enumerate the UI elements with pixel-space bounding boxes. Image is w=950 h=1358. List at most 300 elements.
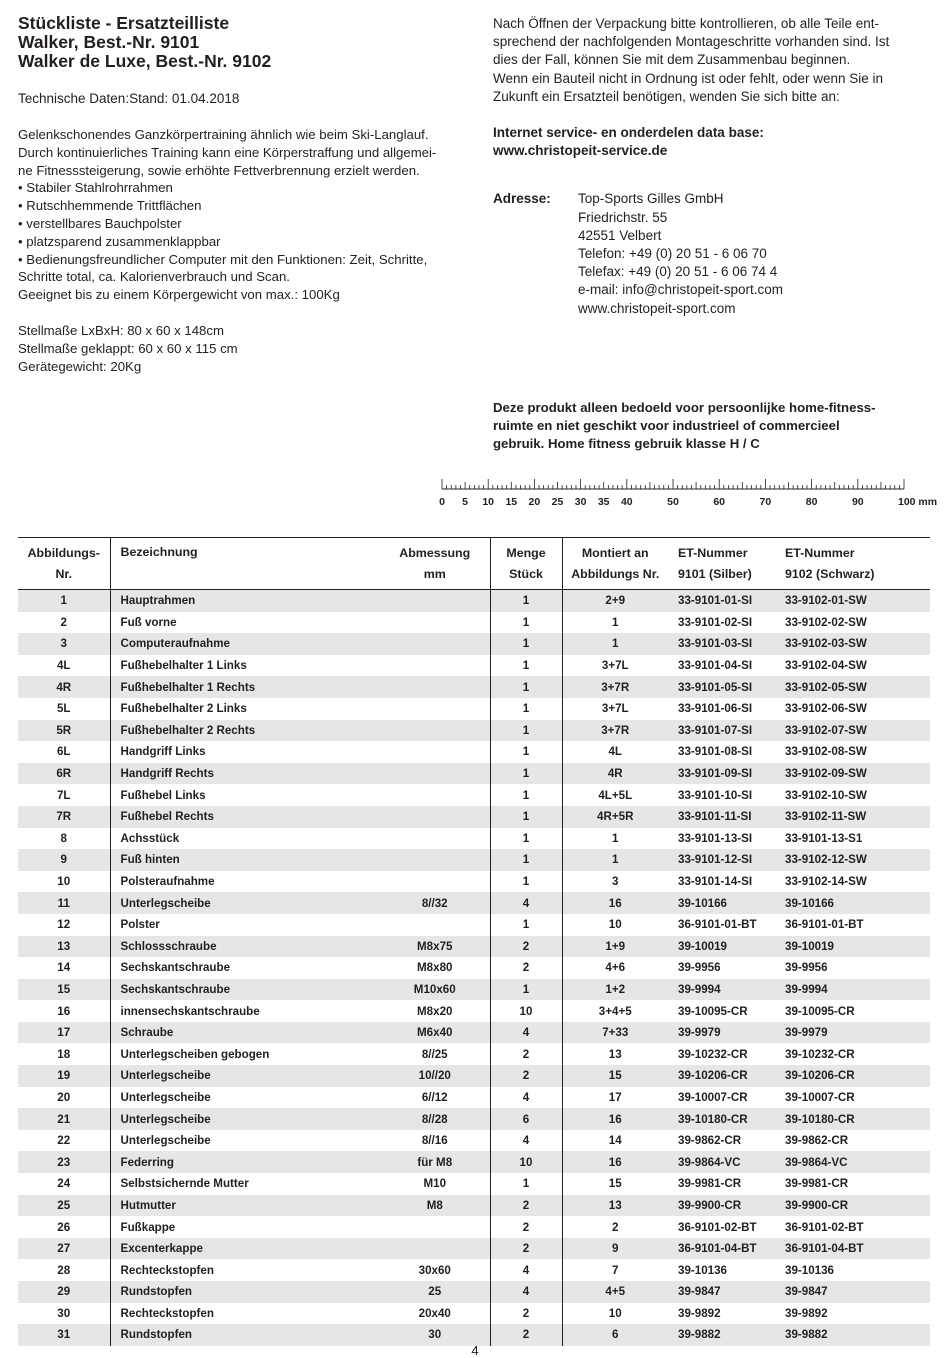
cell-et-number-silver: 36-9101-01-BT	[678, 918, 757, 932]
document-title	[18, 14, 468, 71]
table-row	[18, 1259, 930, 1281]
cell-dimension	[380, 1238, 490, 1260]
page-number: 4	[471, 1343, 479, 1358]
cell-description: Hutmutter	[110, 1195, 380, 1217]
cell-description: Selbstsichernde Mutter	[120, 1177, 249, 1191]
cell-figure-no: 10	[18, 871, 110, 893]
cell-figure-no: 25	[18, 1195, 110, 1217]
cell-quantity: 1	[490, 806, 562, 828]
column-header-quantity: Menge Stück	[490, 538, 562, 590]
cell-et-number-black: 33-9102-12-SW	[775, 849, 930, 871]
notice-line: Deze produkt alleen bedoeld voor persoonlijke home-fitness-	[493, 400, 876, 415]
cell-dimension	[380, 633, 490, 655]
cell-quantity: 4	[490, 892, 562, 914]
cell-quantity: 4	[490, 1259, 562, 1281]
cell-et-number-black: 33-9102-14-SW	[785, 875, 867, 889]
cell-quantity: 1	[490, 763, 562, 785]
cell-description: innensechskantschraube	[120, 1004, 260, 1018]
ruler-label: 80	[805, 496, 818, 508]
table-body	[18, 590, 930, 1346]
parts-table	[18, 537, 930, 1346]
cell-et-number-silver: 33-9101-14-SI	[678, 875, 753, 889]
cell-description: Computeraufnahme	[110, 633, 380, 655]
cell-et-number-silver: 39-9900-CR	[668, 1195, 775, 1217]
title-line: Stückliste - Ersatzteilliste	[18, 13, 230, 33]
cell-et-number-silver: 39-9882	[668, 1324, 775, 1346]
cell-dimension: M6x40	[380, 1022, 490, 1044]
cell-quantity: 2	[490, 1216, 562, 1238]
cell-quantity: 1	[490, 676, 562, 698]
cell-quantity: 6	[490, 1108, 562, 1130]
intro-text	[493, 15, 938, 106]
email-link[interactable]: e-mail: info@christopeit-sport.com	[578, 282, 784, 298]
cell-et-number-black: 39-9892	[785, 1306, 828, 1320]
cell-quantity: 1	[490, 633, 562, 655]
spec-line: Stellmaße geklappt: 60 x 60 x 115 cm	[18, 340, 238, 356]
cell-et-number-black: 33-9102-07-SW	[775, 720, 930, 742]
cell-description: Handgriff Links	[120, 745, 206, 759]
cell-mounted-on: 4L+5L	[598, 788, 633, 802]
table-row	[18, 914, 930, 936]
cell-figure-no: 4L	[18, 655, 110, 677]
cell-et-number-silver: 39-10007-CR	[678, 1090, 748, 1104]
cell-et-number-silver: 33-9101-05-SI	[668, 676, 775, 698]
cell-quantity: 1	[490, 720, 562, 742]
cell-et-number-silver: 39-10206-CR	[668, 1065, 775, 1087]
cell-et-number-black: 39-9994	[775, 979, 930, 1001]
cell-quantity: 2	[490, 957, 562, 979]
cell-mounted-on: 1	[562, 849, 668, 871]
feature-bullet: • Bedienungsfreundlicher Computer mit den Funktionen: Zeit, Schritte,	[18, 251, 428, 267]
table-row	[18, 806, 930, 828]
cell-mounted-on: 14	[608, 1134, 622, 1148]
cell-quantity: 1	[490, 871, 562, 893]
cell-dimension	[380, 1216, 490, 1238]
cell-mounted-on: 7	[612, 1263, 619, 1277]
table-row	[18, 1238, 930, 1260]
cell-quantity: 1	[490, 979, 562, 1001]
cell-description: Unterlegscheibe	[120, 1134, 211, 1148]
column-header-description: Bezeichnung	[110, 538, 380, 590]
feature-bullet: • Rutschhemmende Trittflächen	[18, 198, 202, 214]
database-link[interactable]: www.christopeit-service.de	[493, 143, 668, 159]
cell-mounted-on: 10	[608, 918, 622, 932]
cell-mounted-on: 3+7R	[562, 676, 668, 698]
cell-mounted-on: 15	[562, 1065, 668, 1087]
feature-bullet: • verstellbares Bauchpolster	[18, 215, 182, 231]
cell-et-number-silver: 39-9994	[668, 979, 775, 1001]
cell-dimension	[380, 590, 490, 612]
cell-figure-no: 18	[18, 1043, 110, 1065]
cell-dimension: 30x60	[380, 1259, 490, 1281]
cell-quantity: 1	[490, 741, 562, 763]
cell-et-number-black: 33-9102-02-SW	[785, 615, 867, 629]
column-header-et-number-silver: ET-Nummer 9101 (Silber)	[668, 538, 775, 590]
table-row	[18, 1087, 930, 1109]
cell-et-number-silver: 39-9981-CR	[678, 1177, 742, 1191]
table-row	[18, 1195, 930, 1217]
cell-description: Polsteraufnahme	[120, 875, 215, 889]
company-name: Top-Sports Gilles GmbH	[578, 191, 724, 207]
cell-figure-no: 11	[18, 892, 110, 914]
cell-description: Unterlegscheibe	[110, 1108, 380, 1130]
table-row	[18, 849, 930, 871]
cell-figure-no: 3	[18, 633, 110, 655]
cell-et-number-black: 36-9101-01-BT	[785, 918, 864, 932]
database-label: Internet service- en onderdelen data base:	[493, 125, 764, 141]
cell-figure-no: 5R	[18, 720, 110, 742]
cell-dimension	[380, 849, 490, 871]
cell-dimension	[380, 806, 490, 828]
address-label: Adresse:	[493, 191, 551, 207]
ruler-label: 50	[667, 496, 679, 508]
description-line: Schritte total, ca. Kalorienverbrauch und Scan.	[18, 269, 290, 285]
product-description	[18, 126, 468, 304]
cell-quantity: 2	[490, 936, 562, 958]
cell-dimension	[380, 612, 490, 634]
cell-figure-no: 13	[18, 936, 110, 958]
ruler-label: 60	[713, 496, 726, 508]
cell-quantity: 4	[490, 1281, 562, 1303]
cell-et-number-silver: 39-9862-CR	[678, 1134, 742, 1148]
cell-mounted-on: 17	[608, 1090, 622, 1104]
cell-figure-no: 1	[18, 590, 110, 612]
cell-dimension: 20x40	[380, 1303, 490, 1325]
cell-et-number-black: 39-9900-CR	[775, 1195, 930, 1217]
cell-quantity: 2	[490, 1303, 562, 1325]
cell-dimension: 8//28	[380, 1108, 490, 1130]
cell-figure-no: 20	[18, 1087, 110, 1109]
cell-figure-no: 31	[18, 1324, 110, 1346]
table-row	[18, 1130, 930, 1152]
cell-description: Fußhebelhalter 2 Rechts	[110, 720, 380, 742]
cell-et-number-black: 33-9102-09-SW	[775, 763, 930, 785]
table-row	[18, 1065, 930, 1087]
cell-dimension	[380, 871, 490, 893]
cell-mounted-on: 2	[612, 1220, 619, 1234]
cell-et-number-silver: 39-10019	[668, 936, 775, 958]
table-row	[18, 1151, 930, 1173]
cell-et-number-silver: 39-9956	[678, 961, 721, 975]
title-line: Walker, Best.-Nr. 9101	[18, 32, 200, 52]
cell-quantity: 4	[490, 1130, 562, 1152]
cell-dimension: 10//20	[380, 1065, 490, 1087]
table-row	[18, 1000, 930, 1022]
cell-figure-no: 8	[18, 828, 110, 850]
cell-et-number-black: 39-10007-CR	[785, 1090, 855, 1104]
right-column	[493, 15, 938, 318]
cell-mounted-on: 3+7L	[601, 659, 629, 673]
cell-quantity: 1	[490, 698, 562, 720]
ruler-label: 70	[759, 496, 772, 508]
table-row	[18, 828, 930, 850]
description-line: Gelenkschonendes Ganzkörpertraining ähnlich wie beim Ski-Langlauf.	[18, 127, 429, 142]
feature-bullet: • platzsparend zusammenklappbar	[18, 233, 221, 249]
intro-line: Zukunft ein Ersatzteil benötigen, wenden Sie sich bitte an:	[493, 88, 840, 104]
column-header-et-number-black: ET-Nummer 9102 (Schwarz)	[775, 538, 930, 590]
service-database	[493, 124, 938, 160]
cell-et-number-black: 33-9102-05-SW	[775, 676, 930, 698]
table-row	[18, 1216, 930, 1238]
cell-et-number-black: 39-9979	[775, 1022, 930, 1044]
cell-dimension	[380, 914, 490, 936]
cell-mounted-on: 3+4+5	[598, 1004, 632, 1018]
ruler-label: 35	[597, 496, 610, 508]
cell-description: Fußhebel Links	[120, 788, 206, 802]
cell-et-number-silver: 33-9101-06-SI	[678, 702, 753, 716]
cell-dimension: M8x80	[380, 957, 490, 979]
cell-quantity: 4	[490, 1087, 562, 1109]
cell-description: Polster	[120, 918, 160, 932]
cell-dimension	[380, 720, 490, 742]
cell-mounted-on: 13	[608, 1047, 622, 1061]
cell-et-number-black: 39-9956	[785, 961, 828, 975]
cell-et-number-black: 39-9864-VC	[775, 1151, 930, 1173]
cell-quantity: 1	[490, 784, 562, 806]
cell-description: Fußhebel Rechts	[110, 806, 380, 828]
cell-figure-no: 2	[18, 612, 110, 634]
cell-quantity: 1	[490, 612, 562, 634]
cell-et-number-silver: 33-9101-10-SI	[678, 788, 753, 802]
cell-et-number-black: 39-10166	[775, 892, 930, 914]
cell-description: Fuß hinten	[110, 849, 380, 871]
cell-et-number-silver: 39-10232-CR	[678, 1047, 748, 1061]
cell-quantity: 1	[490, 590, 562, 612]
intro-line: Nach Öffnen der Verpackung bitte kontrollieren, ob alle Teile ent-	[493, 16, 879, 31]
cell-description: Rundstopfen	[110, 1281, 380, 1303]
cell-mounted-on: 9	[562, 1238, 668, 1260]
table-header-row	[18, 538, 930, 590]
cell-et-number-silver: 33-9101-07-SI	[668, 720, 775, 742]
table-row	[18, 871, 930, 893]
cell-figure-no: 9	[18, 849, 110, 871]
cell-et-number-silver: 33-9101-08-SI	[678, 745, 753, 759]
cell-mounted-on: 16	[562, 892, 668, 914]
address-block	[493, 190, 938, 317]
cell-dimension: M10x60	[380, 979, 490, 1001]
cell-et-number-black: 39-10095-CR	[785, 1004, 855, 1018]
cell-quantity: 1	[490, 914, 562, 936]
cell-dimension: M8x75	[380, 936, 490, 958]
cell-et-number-black: 33-9102-11-SW	[775, 806, 930, 828]
cell-description: Unterlegscheiben gebogen	[120, 1047, 270, 1061]
cell-description: Federring	[110, 1151, 380, 1173]
cell-et-number-black: 39-10206-CR	[775, 1065, 930, 1087]
cell-figure-no: 12	[18, 914, 110, 936]
cell-mounted-on: 7+33	[562, 1022, 668, 1044]
cell-et-number-silver: 33-9101-02-SI	[678, 615, 753, 629]
cell-et-number-black: 39-10136	[785, 1263, 834, 1277]
cell-mounted-on: 4R	[562, 763, 668, 785]
cell-description: Fußhebelhalter 2 Links	[120, 702, 247, 716]
spec-line: Gerätegewicht: 20Kg	[18, 358, 142, 374]
table-row	[18, 1303, 930, 1325]
cell-et-number-black: 33-9102-01-SW	[775, 590, 930, 612]
ruler-label: 10	[482, 496, 495, 508]
cell-et-number-silver: 39-10166	[668, 892, 775, 914]
table-row	[18, 633, 930, 655]
cell-et-number-black: 36-9101-02-BT	[785, 1220, 864, 1234]
cell-description: Unterlegscheibe	[110, 1065, 380, 1087]
cell-et-number-silver: 33-9101-04-SI	[678, 659, 753, 673]
cell-quantity: 2	[490, 1324, 562, 1346]
website-link[interactable]: www.christopeit-sport.com	[578, 300, 736, 316]
ruler-label: 25	[551, 496, 564, 508]
cell-quantity: 2	[490, 1195, 562, 1217]
cell-et-number-silver: 33-9101-11-SI	[668, 806, 775, 828]
cell-quantity: 10	[490, 1151, 562, 1173]
table-row	[18, 741, 930, 763]
table-row	[18, 1108, 930, 1130]
cell-et-number-silver: 33-9101-12-SI	[668, 849, 775, 871]
cell-quantity: 10	[490, 1000, 562, 1022]
notice-line: gebruik. Home fitness gebruik klasse H / C	[493, 436, 760, 452]
spec-line: Stellmaße LxBxH: 80 x 60 x 148cm	[18, 322, 224, 338]
cell-et-number-black: 33-9102-06-SW	[785, 702, 867, 716]
cell-mounted-on: 6	[562, 1324, 668, 1346]
cell-quantity: 4	[490, 1022, 562, 1044]
ruler-label: 15	[505, 496, 518, 508]
dimensions	[18, 322, 468, 375]
feature-bullet: • Stabiler Stahlrohrrahmen	[18, 180, 173, 196]
cell-description: Rundstopfen	[110, 1324, 380, 1346]
cell-dimension	[380, 784, 490, 806]
cell-et-number-black: 39-10180-CR	[775, 1108, 930, 1130]
street: Friedrichstr. 55	[578, 209, 668, 225]
cell-dimension	[380, 676, 490, 698]
cell-quantity: 2	[490, 1043, 562, 1065]
table-row	[18, 698, 930, 720]
cell-et-number-silver: 39-10095-CR	[678, 1004, 748, 1018]
ruler-label: 0	[439, 496, 445, 508]
cell-description: Schlossschraube	[110, 936, 380, 958]
cell-description: Sechskantschraube	[110, 979, 380, 1001]
cell-figure-no: 7R	[18, 806, 110, 828]
cell-mounted-on: 1+2	[562, 979, 668, 1001]
ruler-label: 5	[462, 496, 469, 508]
cell-mounted-on: 4+5	[562, 1281, 668, 1303]
cell-description: Rechteckstopfen	[120, 1263, 214, 1277]
cell-et-number-black: 36-9101-04-BT	[775, 1238, 930, 1260]
fax: Telefax: +49 (0) 20 51 - 6 06 74 4	[578, 264, 778, 280]
cell-figure-no: 27	[18, 1238, 110, 1260]
table-row	[18, 655, 930, 677]
cell-dimension	[380, 698, 490, 720]
cell-description: Fußhebelhalter 1 Links	[120, 659, 247, 673]
cell-et-number-silver: 33-9101-03-SI	[668, 633, 775, 655]
table-row	[18, 784, 930, 806]
cell-mounted-on: 16	[562, 1108, 668, 1130]
cell-dimension: 6//12	[380, 1087, 490, 1109]
ruler-label: 30	[574, 496, 587, 508]
intro-line: Wenn ein Bauteil nicht in Ordnung ist oder fehlt, oder wenn Sie in	[493, 70, 883, 86]
intro-line: sprechend der nachfolgenden Montageschritte vorhanden sind. Ist	[493, 34, 890, 50]
table-row	[18, 720, 930, 742]
cell-et-number-silver: 36-9101-04-BT	[668, 1238, 775, 1260]
cell-dimension: 8//16	[380, 1130, 490, 1152]
cell-et-number-silver: 39-10180-CR	[668, 1108, 775, 1130]
cell-figure-no: 16	[18, 1000, 110, 1022]
column-header-figure-no: Abbildungs- Nr.	[18, 538, 110, 590]
cell-et-number-black: 33-9102-03-SW	[775, 633, 930, 655]
cell-et-number-black: 39-9847	[775, 1281, 930, 1303]
column-header-mounted-on: Montiert an Abbildungs Nr.	[562, 538, 668, 590]
ruler-label: 20	[528, 496, 541, 508]
cell-description: Handgriff Rechts	[110, 763, 380, 785]
cell-description: Sechskantschraube	[120, 961, 231, 975]
cell-mounted-on: 1	[562, 633, 668, 655]
table-row	[18, 590, 930, 612]
cell-mounted-on: 10	[608, 1306, 622, 1320]
cell-figure-no: 17	[18, 1022, 110, 1044]
cell-figure-no: 4R	[18, 676, 110, 698]
title-line: Walker de Luxe, Best.-Nr. 9102	[18, 51, 272, 71]
cell-et-number-black: 39-10232-CR	[785, 1047, 855, 1061]
city: 42551 Velbert	[578, 227, 662, 243]
cell-quantity: 1	[490, 1173, 562, 1195]
cell-figure-no: 24	[18, 1173, 110, 1195]
cell-mounted-on: 1+9	[562, 936, 668, 958]
table-row	[18, 1173, 930, 1195]
cell-figure-no: 28	[18, 1259, 110, 1281]
ruler-label: 100 mm	[898, 496, 937, 508]
cell-dimension	[380, 763, 490, 785]
cell-description: Excenterkappe	[110, 1238, 380, 1260]
cell-figure-no: 14	[18, 957, 110, 979]
cell-et-number-silver: 39-9892	[678, 1306, 721, 1320]
cell-dimension: 30	[380, 1324, 490, 1346]
cell-dimension	[380, 741, 490, 763]
cell-dimension: 8//32	[380, 892, 490, 914]
cell-description: Unterlegscheibe	[120, 1090, 211, 1104]
cell-dimension: M8x20	[380, 1000, 490, 1022]
cell-mounted-on: 15	[608, 1177, 622, 1191]
table-row	[18, 957, 930, 979]
cell-mounted-on: 4+6	[605, 961, 626, 975]
cell-mounted-on: 4R+5R	[562, 806, 668, 828]
cell-mounted-on: 1	[612, 831, 619, 845]
cell-quantity: 1	[490, 828, 562, 850]
cell-et-number-black: 39-9882	[775, 1324, 930, 1346]
table-row	[18, 892, 930, 914]
cell-description: Rechteckstopfen	[120, 1306, 214, 1320]
cell-dimension: M8	[380, 1195, 490, 1217]
cell-dimension: 8//25	[380, 1043, 490, 1065]
table-row	[18, 763, 930, 785]
cell-quantity: 1	[490, 655, 562, 677]
cell-et-number-black: 39-10019	[775, 936, 930, 958]
cell-figure-no: 30	[18, 1303, 110, 1325]
description-line: Geeignet bis zu einem Körpergewicht von max.: 100Kg	[18, 287, 340, 303]
stand-date: Technische Daten:Stand: 01.04.2018	[18, 91, 240, 106]
cell-description: Schraube	[110, 1022, 380, 1044]
notice-line: ruimte en niet geschikt voor industrieel of commercieel	[493, 418, 840, 434]
description-line: ne Fitnesssteigerung, sowie erhöhte Fettverbrennung erzielt werden.	[18, 162, 420, 178]
cell-figure-no: 15	[18, 979, 110, 1001]
cell-figure-no: 26	[18, 1216, 110, 1238]
phone: Telefon: +49 (0) 20 51 - 6 06 70	[578, 246, 767, 262]
cell-description: Unterlegscheibe	[110, 892, 380, 914]
cell-description: Hauptrahmen	[110, 590, 380, 612]
cell-figure-no: 22	[18, 1130, 110, 1152]
cell-quantity: 2	[490, 1065, 562, 1087]
cell-et-number-silver: 33-9101-01-SI	[668, 590, 775, 612]
cell-mounted-on: 3+7L	[601, 702, 629, 716]
table-row	[18, 676, 930, 698]
usage-notice	[493, 399, 938, 454]
cell-figure-no: 19	[18, 1065, 110, 1087]
cell-et-number-black: 33-9102-10-SW	[785, 788, 867, 802]
